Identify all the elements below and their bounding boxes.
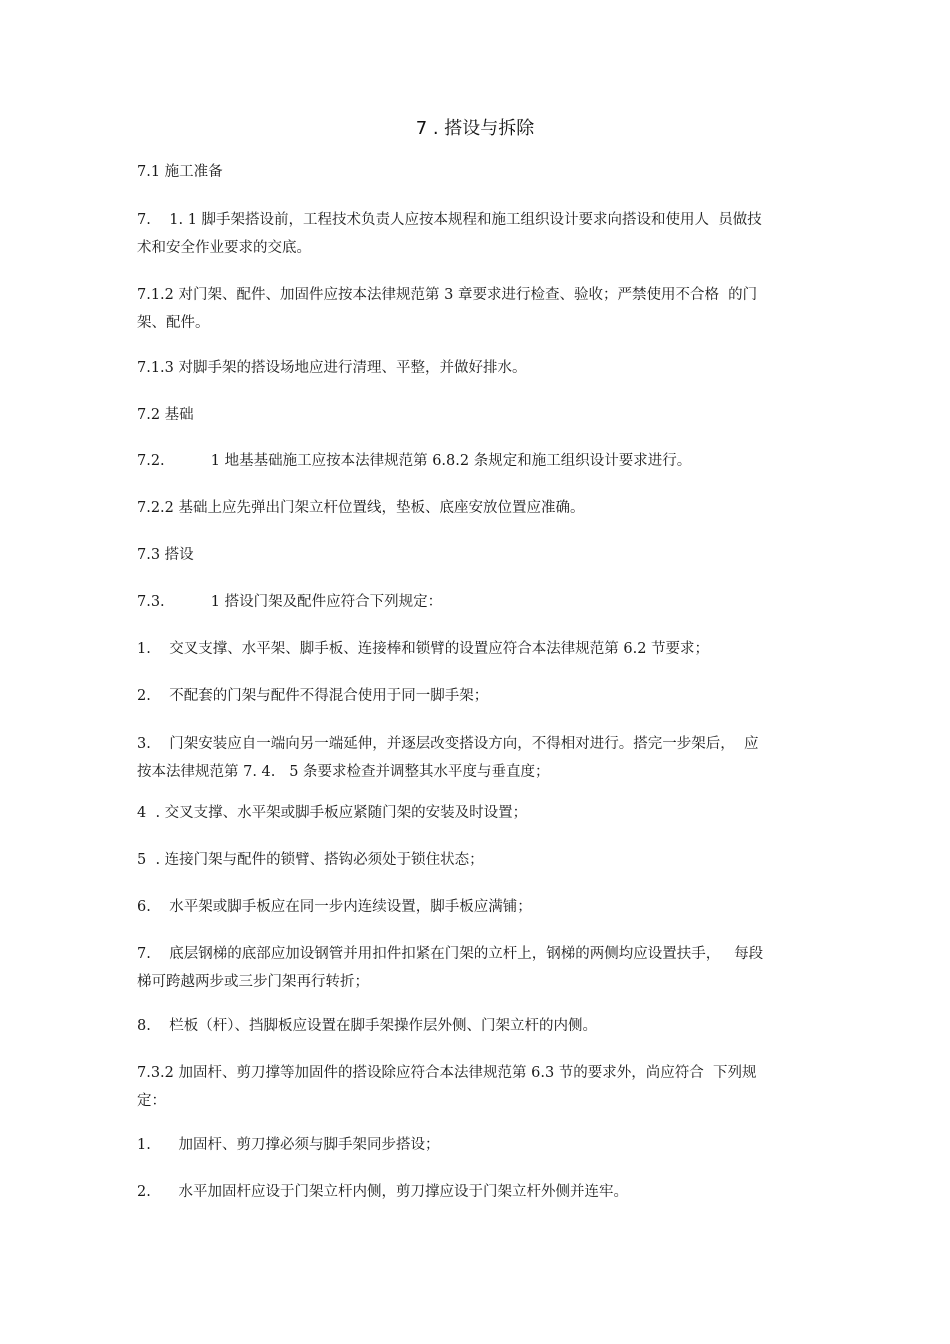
paragraph [137,354,817,382]
text-line: 7.3. 1 搭设门架及配件应符合下列规定： [137,594,443,610]
text-line: 7.1.2 对门架、配件、加固件应按本法律规范第 3 章要求进行检查、验收；严禁使用不合格 的门 [137,287,758,303]
section-title: 7 . 搭设与拆除 [415,118,535,139]
text-line: 8. 栏板（杆）、挡脚板应设置在脚手架操作层外侧、门架立杆的内侧。 [137,1018,598,1034]
text-line: 架、配件。 [137,315,210,331]
list-item [137,682,817,710]
list-item [137,1012,817,1040]
list-item [137,730,817,786]
list-item [137,635,817,663]
list-item [137,893,817,921]
list-item [137,940,817,996]
text-line: 按本法律规范第 7. 4. 5 条要求检查并调整其水平度与垂直度； [137,764,550,780]
paragraph [137,541,817,569]
text-line: 7.2. 1 地基基础施工应按本法律规范第 6.8.2 条规定和施工组织设计要求进行。 [137,453,692,469]
text-line: 7.2.2 基础上应先弹出门架立杆位置线，垫板、底座安放位置应准确。 [137,500,585,516]
text-line: 7.3.2 加固杆、剪刀撑等加固件的搭设除应符合本法律规范第 6.3 节的要求外，尚应符合 下列规 [137,1065,757,1081]
paragraph [137,206,817,262]
text-line: 1. 交叉支撑、水平架、脚手板、连接棒和锁臂的设置应符合本法律规范第 6.2 节要求； [137,641,710,657]
text-line: 7.2 基础 [137,407,194,423]
text-line: 1. 加固杆、剪刀撑必须与脚手架同步搭设； [137,1137,440,1153]
text-line: 5 . 连接门架与配件的锁臂、搭钩必须处于锁住状态； [137,852,484,868]
text-line: 7.1 施工准备 [137,164,223,180]
text-line: 术和安全作业要求的交底。 [137,240,311,256]
paragraph [137,401,817,429]
text-line: 2. 不配套的门架与配件不得混合使用于同一脚手架； [137,688,489,704]
list-item [137,799,817,827]
text-line: 6. 水平架或脚手板应在同一步内连续设置，脚手板应满铺； [137,899,532,915]
paragraph [137,158,817,186]
text-line: 梯可跨越两步或三步门架再行转折； [137,974,369,990]
text-line: 7.1.3 对脚手架的搭设场地应进行清理、平整，并做好排水。 [137,360,527,376]
paragraph [137,494,817,522]
text-line: 7.3 搭设 [137,547,194,563]
list-item [137,1178,817,1206]
text-line: 3. 门架安装应自一端向另一端延伸，并逐层改变搭设方向，不得相对进行。搭完一步架后， 应 [137,736,759,752]
text-line: 4 . 交叉支撑、水平架或脚手板应紧随门架的安装及时设置； [137,805,528,821]
text-line: 7. 1. 1 脚手架搭设前，工程技术负责人应按本规程和施工组织设计要求向搭设和使用人 员做技 [137,212,762,228]
paragraph [137,281,817,337]
list-item [137,1131,817,1159]
paragraph [137,447,817,475]
text-line: 7. 底层钢梯的底部应加设钢管并用扣件扣紧在门架的立杆上，钢梯的两侧均应设置扶手， 每段 [137,946,764,962]
paragraph [137,1059,817,1115]
text-line: 2. 水平加固杆应设于门架立杆内侧，剪刀撑应设于门架立杆外侧并连牢。 [137,1184,628,1200]
list-item [137,846,817,874]
text-line: 定： [137,1093,166,1109]
paragraph [137,588,817,616]
